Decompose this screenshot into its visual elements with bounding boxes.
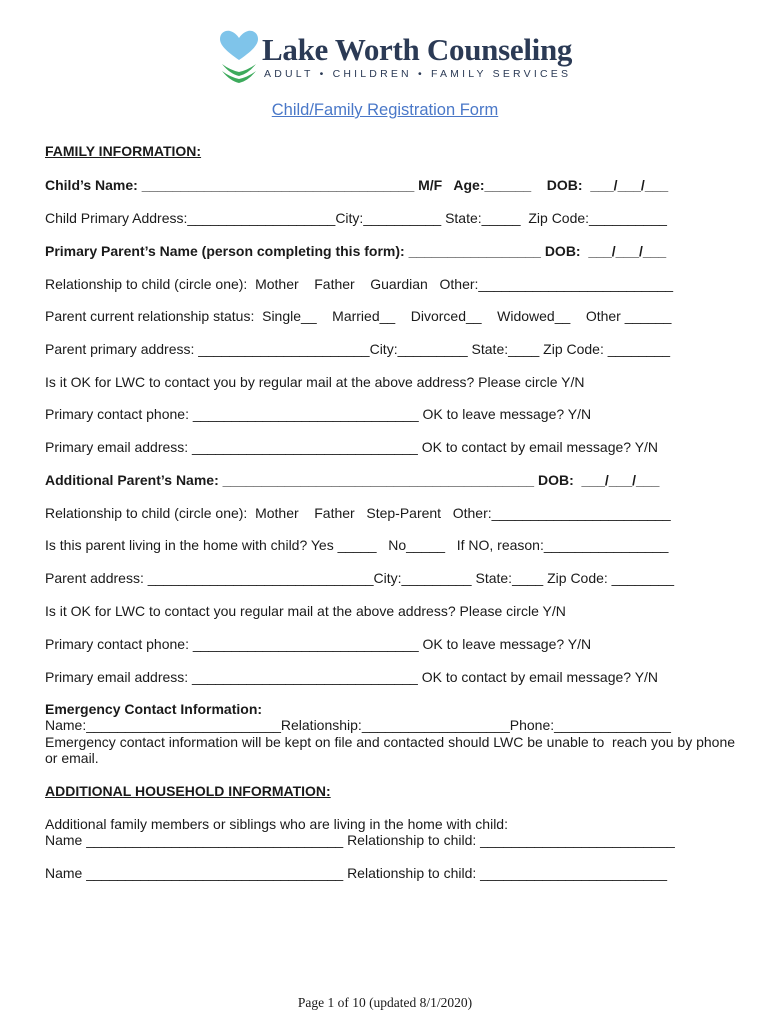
emergency-note-line1: Emergency contact information will be kept on file and contacted should LWC be unable to reach you by phone: [45, 734, 736, 750]
relationship-line: Relationship to child (circle one): Mother Father Guardian Other:_________________________: [45, 276, 674, 292]
additional-parent-address-line: Parent address: _____________________________City:_________ State:____ Zip Code: ________: [45, 570, 674, 586]
household-intro: Additional family members or siblings who are living in the home with child:: [45, 816, 508, 832]
additional-email-line: Primary email address: _____________________________ OK to contact by email message? Y/N: [45, 669, 659, 685]
emergency-contact-heading: Emergency Contact Information:: [45, 701, 263, 717]
additional-parent-name-line: Additional Parent’s Name: ________________________________________ DOB: ___/___/___: [45, 472, 660, 488]
parent-address-line: Parent primary address: ______________________City:_________ State:____ Zip Code: ________: [45, 341, 671, 357]
org-name: Lake Worth Counseling: [262, 32, 573, 67]
org-tagline: ADULT • CHILDREN • FAMILY SERVICES: [264, 68, 572, 80]
additional-mail-permission-line: Is it OK for LWC to contact you regular mail at the above address? Please circle Y/N: [45, 603, 566, 619]
family-information-heading: FAMILY INFORMATION:: [45, 143, 202, 159]
household-heading: ADDITIONAL HOUSEHOLD INFORMATION:: [45, 783, 331, 799]
child-address-line: Child Primary Address:___________________City:__________ State:_____ Zip Code:__________: [45, 210, 667, 226]
additional-contact-phone-line: Primary contact phone: _____________________________ OK to leave message? Y/N: [45, 636, 592, 652]
org-logo: [218, 30, 573, 84]
page-footer: Page 1 of 10 (updated 8/1/2020): [297, 995, 473, 1010]
email-address-line: Primary email address: _____________________________ OK to contact by email message? Y/N: [45, 439, 659, 455]
household-name-row-2: Name _________________________________ Relationship to child: ________________________: [45, 865, 668, 881]
mail-permission-line: Is it OK for LWC to contact you by regular mail at the above address? Please circle Y/N: [45, 374, 585, 390]
child-name-line: Child’s Name: ___________________________________ M/F Age:______ DOB: ___/___/___: [45, 177, 669, 193]
primary-parent-line: Primary Parent’s Name (person completing this form): _________________ DOB: ___/___/___: [45, 243, 667, 259]
form-title: Child/Family Registration Form: [271, 101, 499, 119]
emergency-contact-fields: Name:_________________________Relationship:___________________Phone:_______________: [45, 717, 671, 733]
living-in-home-line: Is this parent living in the home with child? Yes _____ No_____ If NO, reason:________________: [45, 537, 669, 553]
emergency-note-line2: or email.: [45, 750, 99, 766]
relationship-status-line: Parent current relationship status: Single__ Married__ Divorced__ Widowed__ Other ______: [45, 308, 672, 324]
heart-leaf-logo-icon: [218, 30, 260, 84]
household-name-row-1: Name _________________________________ Relationship to child: _________________________: [45, 832, 675, 848]
contact-phone-line: Primary contact phone: _____________________________ OK to leave message? Y/N: [45, 406, 592, 422]
additional-relationship-line: Relationship to child (circle one): Mother Father Step-Parent Other:_______________________: [45, 505, 671, 521]
